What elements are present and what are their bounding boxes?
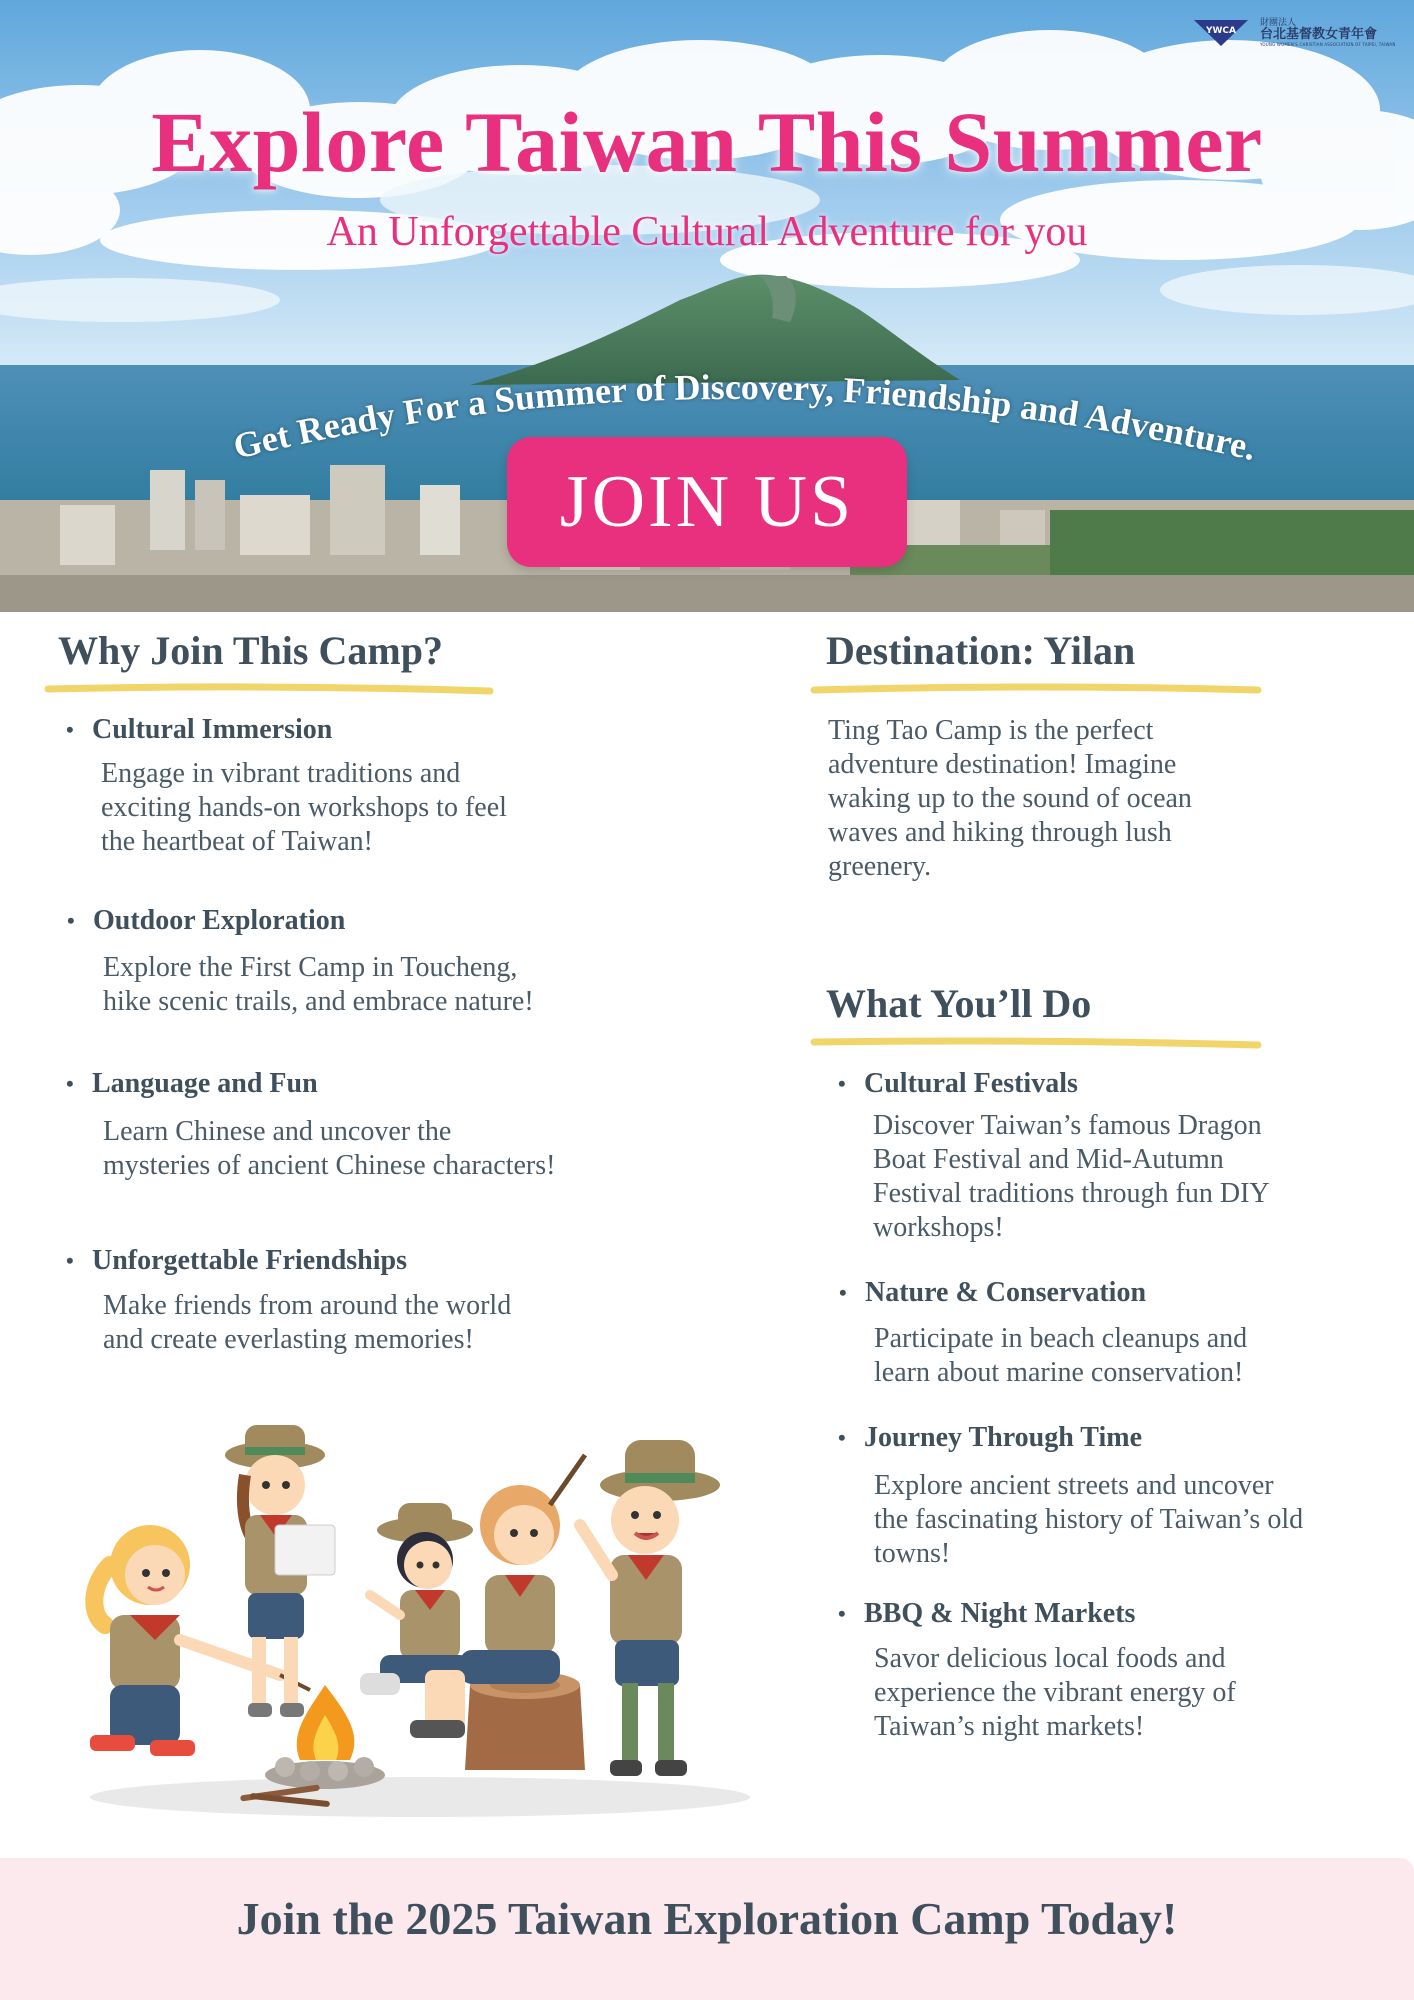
todo-heading: What You’ll Do — [826, 981, 1092, 1026]
why-heading-underline — [44, 682, 494, 696]
why-item-body — [103, 1115, 555, 1183]
why-item-title: • Language and Fun — [92, 1068, 318, 1100]
why-item-body — [103, 951, 534, 1019]
todo-item-line: learn about marine conservation! — [874, 1357, 1244, 1388]
page-subtitle: An Unforgettable Cultural Adventure for you — [326, 209, 1088, 255]
todo-item-line: Savor delicious local foods and — [874, 1643, 1226, 1674]
todo-item-line: Boat Festival and Mid-Autumn — [873, 1144, 1224, 1175]
logo-line-3: YOUNG WOMEN'S CHRISTIAN ASSOCIATION OF TAIPEI, TAIWAN — [1260, 42, 1396, 48]
why-item-title: • Outdoor Exploration — [93, 905, 345, 937]
todo-item-line: Explore ancient streets and uncover — [874, 1470, 1274, 1501]
why-item-line: hike scenic trails, and embrace nature! — [103, 986, 534, 1017]
why-item-line: and create everlasting memories! — [103, 1324, 474, 1355]
why-item-line: exciting hands-on workshops to feel — [101, 792, 507, 823]
todo-item-title: • Nature & Conservation — [865, 1277, 1146, 1309]
todo-item-line: workshops! — [873, 1212, 1004, 1243]
destination-heading: Destination: Yilan — [826, 628, 1136, 673]
logo-line-1: 財團法人 — [1260, 18, 1297, 29]
why-heading: Why Join This Camp? — [58, 628, 443, 673]
destination-line: adventure destination! Imagine — [828, 749, 1177, 780]
todo-item-body — [874, 1322, 1247, 1390]
todo-item-title: • Cultural Festivals — [864, 1068, 1078, 1100]
why-item-title: • Cultural Immersion — [92, 714, 332, 746]
todo-item-line: experience the vibrant energy of — [874, 1677, 1236, 1708]
todo-item-body — [873, 1109, 1270, 1245]
todo-item-title: • Journey Through Time — [864, 1422, 1142, 1454]
todo-item-body — [874, 1469, 1303, 1571]
why-item-line: the heartbeat of Taiwan! — [101, 826, 373, 857]
todo-item-line: Festival traditions through fun DIY — [873, 1178, 1270, 1209]
why-item-line: Explore the First Camp in Toucheng, — [103, 952, 518, 983]
destination-line: waves and hiking through lush — [828, 817, 1172, 848]
logo-line-2: 台北基督教女青年會 — [1260, 27, 1378, 43]
why-item-line: Learn Chinese and uncover the — [103, 1116, 452, 1147]
scout-kids-campfire-illustration-icon — [80, 1415, 760, 1825]
destination-heading-underline — [810, 682, 1262, 696]
todo-item-line: Taiwan’s night markets! — [874, 1711, 1145, 1742]
footer-cta-text[interactable]: Join the 2025 Taiwan Exploration Camp Today! — [236, 1893, 1178, 1944]
svg-text:YWCA: YWCA — [1205, 26, 1237, 36]
destination-line: Ting Tao Camp is the perfect — [828, 715, 1154, 746]
destination-line: waking up to the sound of ocean — [828, 783, 1192, 814]
why-item-line: Engage in vibrant traditions and — [101, 758, 461, 789]
page-title: Explore Taiwan This Summer — [151, 94, 1263, 190]
tagline-text: Get Ready For a Summer of Discovery, Friendship and Adventure. — [229, 366, 1260, 469]
why-item-line: mysteries of ancient Chinese characters! — [103, 1150, 556, 1181]
why-item-line: Make friends from around the world — [103, 1290, 512, 1321]
why-item-body — [101, 757, 507, 859]
todo-item-title: • BBQ & Night Markets — [864, 1598, 1135, 1630]
why-item-title: • Unforgettable Friendships — [92, 1245, 407, 1277]
todo-item-line: the fascinating history of Taiwan’s old — [874, 1504, 1304, 1535]
todo-item-line: Discover Taiwan’s famous Dragon — [873, 1110, 1262, 1141]
hero-banner — [0, 0, 1414, 612]
todo-item-line: towns! — [874, 1538, 951, 1569]
todo-heading-underline — [810, 1036, 1262, 1050]
todo-item-line: Participate in beach cleanups and — [874, 1323, 1248, 1354]
todo-item-body — [874, 1642, 1236, 1744]
destination-line: greenery. — [828, 851, 932, 882]
join-us-button[interactable]: JOIN US — [507, 437, 907, 567]
why-item-body — [103, 1289, 511, 1357]
destination-description — [828, 714, 1192, 884]
